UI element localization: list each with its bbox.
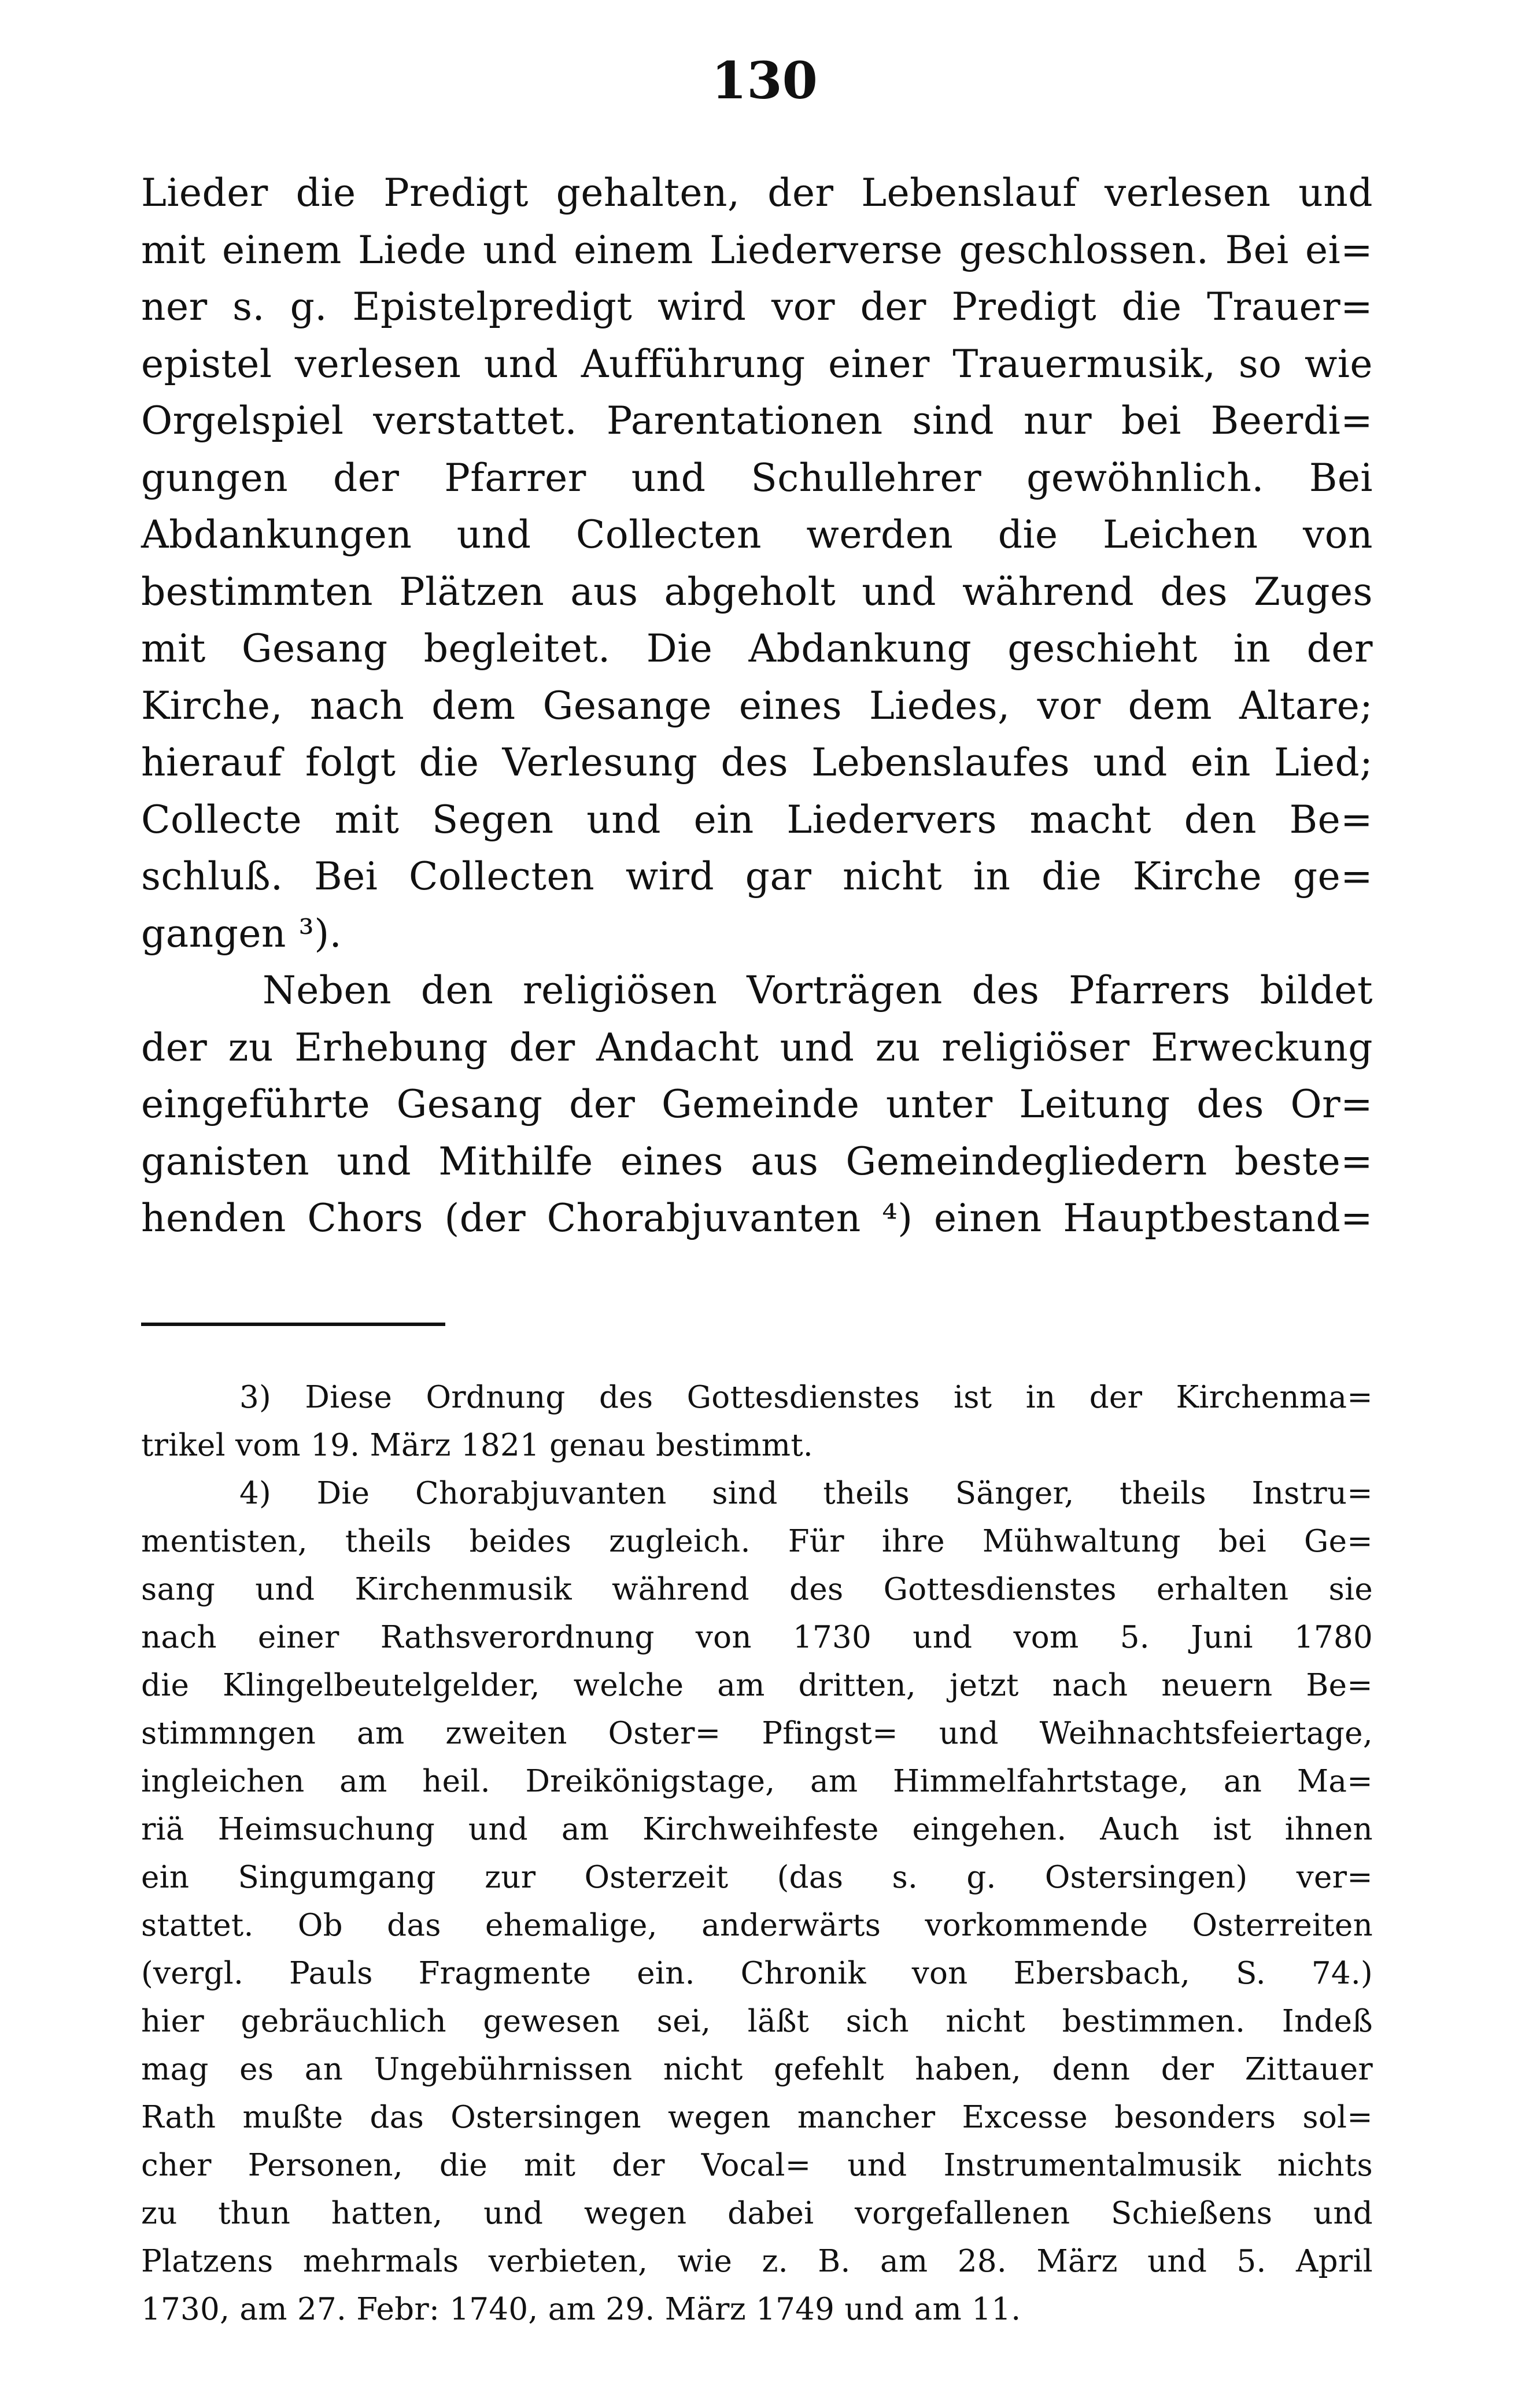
body-line: bestimmten Plätzen aus abgeholt und während des Zuges [141, 569, 1373, 614]
footnote-line: ingleichen am heil. Dreikönigstage, am Himmelfahrtstage, an Ma= [141, 1764, 1373, 1799]
footnote-line: Platzens mehrmals verbieten, wie z. B. am 28. März und 5. April [141, 2244, 1373, 2279]
footnote-line: mentisten, theils beides zugleich. Für ihre Mühwaltung bei Ge= [141, 1524, 1373, 1559]
body-line: henden Chors (der Chorabjuvanten ⁴) einen Hauptbestand= [141, 1196, 1373, 1240]
footnote-line: ein Singumgang zur Osterzeit (das s. g. Ostersingen) ver= [141, 1860, 1373, 1895]
body-line: Collecte mit Segen und ein Liedervers macht den Be= [141, 797, 1373, 842]
body-line: der zu Erhebung der Andacht und zu religiöser Erweckung [141, 1025, 1373, 1070]
footnote-line: mag es an Ungebührnissen nicht gefehlt haben, denn der Zittauer [141, 2052, 1373, 2087]
footnote-line: (vergl. Pauls Fragmente ein. Chronik von Ebersbach, S. 74.) [141, 1956, 1373, 1991]
body-line: Lieder die Predigt gehalten, der Lebenslauf verlesen und [141, 171, 1373, 215]
page-number: 130 [711, 50, 818, 110]
body-line: schluß. Bei Collecten wird gar nicht in die Kirche ge= [141, 854, 1373, 899]
footnote-line: hier gebräuchlich gewesen sei, läßt sich nicht bestimmen. Indeß [141, 2004, 1373, 2039]
body-text [141, 165, 1373, 1247]
body-line: eingeführte Gesang der Gemeinde unter Leitung des Or= [141, 1082, 1373, 1127]
footnote-line: zu thun hatten, und wegen dabei vorgefallenen Schießens und [141, 2196, 1373, 2231]
footnote-line: 1730, am 27. Febr: 1740, am 29. März 1749 und am 11. [141, 2292, 1021, 2327]
body-line: mit einem Liede und einem Liederverse geschlossen. Bei ei= [141, 227, 1373, 272]
footnote-line: trikel vom 19. März 1821 genau bestimmt. [141, 1428, 814, 1463]
body-line: hierauf folgt die Verlesung des Lebenslaufes und ein Lied; [141, 740, 1373, 785]
footnote-line: sang und Kirchenmusik während des Gottesdienstes erhalten sie [141, 1572, 1373, 1607]
footnote-line: Rath mußte das Ostersingen wegen mancher Excesse besonders sol= [141, 2100, 1373, 2135]
body-line: ner s. g. Epistelpredigt wird vor der Predigt die Trauer= [141, 285, 1373, 329]
footnote-line: 3) Diese Ordnung des Gottesdienstes ist in der Kirchenma= [239, 1380, 1373, 1415]
body-line: mit Gesang begleitet. Die Abdankung geschieht in der [141, 626, 1373, 671]
body-line: Kirche, nach dem Gesange eines Liedes, vor dem Altare; [141, 683, 1373, 728]
body-line: ganisten und Mithilfe eines aus Gemeindegliedern beste= [141, 1139, 1373, 1184]
footnote-separator [141, 1323, 445, 1326]
footnote-line: riä Heimsuchung und am Kirchweihfeste eingehen. Auch ist ihnen [141, 1812, 1373, 1847]
footnote-line: cher Personen, die mit der Vocal= und Instrumentalmusik nichts [141, 2148, 1373, 2183]
footnote-line: stattet. Ob das ehemalige, anderwärts vorkommende Osterreiten [141, 1908, 1373, 1943]
footnote-line: stimmngen am zweiten Oster= Pfingst= und Weihnachtsfeiertage, [141, 1716, 1373, 1751]
body-line: gangen ³). [141, 911, 342, 956]
body-line: Neben den religiösen Vorträgen des Pfarrers bildet [263, 968, 1373, 1013]
body-line: epistel verlesen und Aufführung einer Trauermusik, so wie [141, 341, 1373, 386]
footnote-line: die Klingelbeutelgelder, welche am dritten, jetzt nach neuern Be= [141, 1668, 1373, 1703]
body-line: gungen der Pfarrer und Schullehrer gewöhnlich. Bei [141, 455, 1373, 500]
body-line: Orgelspiel verstattet. Parentationen sind nur bei Beerdi= [141, 398, 1373, 443]
footnote-line: 4) Die Chorabjuvanten sind theils Sänger, theils Instru= [239, 1476, 1373, 1511]
body-line: Abdankungen und Collecten werden die Leichen von [141, 512, 1373, 557]
footnotes [141, 1373, 1373, 2333]
footnote-line: nach einer Rathsverordnung von 1730 und vom 5. Juni 1780 [141, 1620, 1373, 1655]
